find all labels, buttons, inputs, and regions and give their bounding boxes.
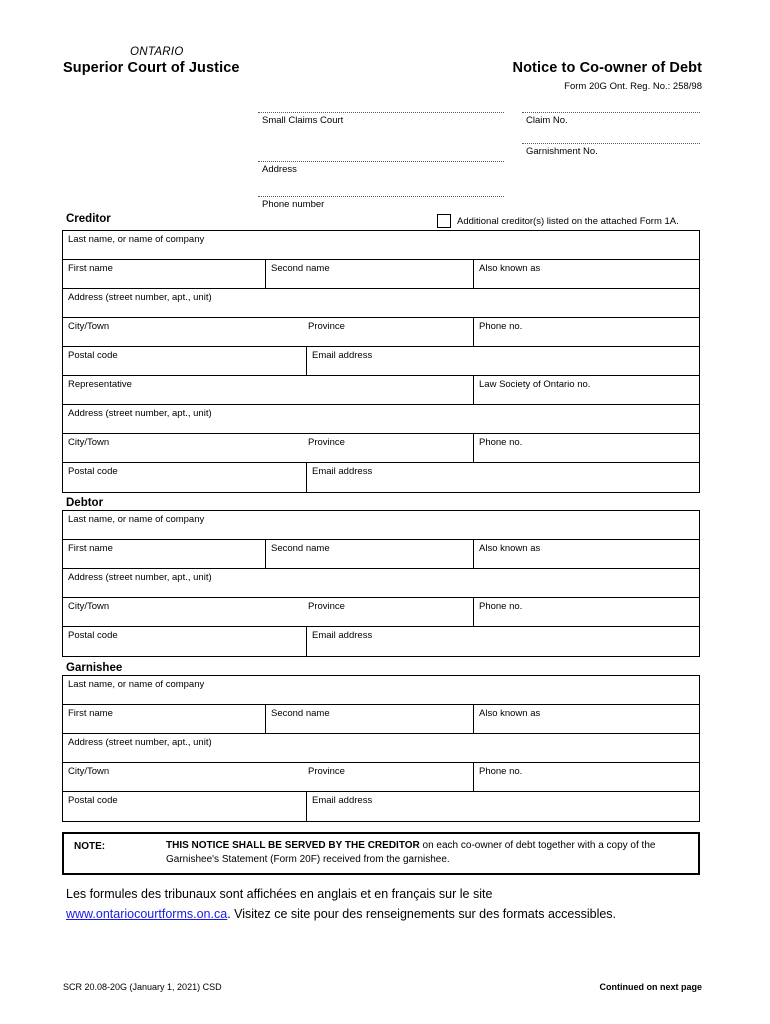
garnishment-no-label: Garnishment No.	[526, 146, 598, 157]
additional-creditors-checkbox[interactable]	[437, 214, 451, 228]
field-law-society-of-ontario-no[interactable]: Law Society of Ontario no.	[473, 376, 701, 404]
additional-creditors-label: Additional creditor(s) listed on the attached Form 1A.	[457, 216, 679, 227]
field-city-town[interactable]: City/Town	[68, 601, 110, 612]
table-row	[63, 405, 699, 434]
field-province[interactable]: Province	[308, 601, 345, 612]
table-row	[63, 260, 699, 289]
field-representative[interactable]: Representative	[68, 379, 132, 390]
address-line	[258, 161, 504, 162]
field-first-name[interactable]: First name	[68, 708, 113, 719]
section-heading-creditor: Creditor	[66, 213, 111, 225]
garnishment-no-line	[522, 143, 700, 144]
page-title: Notice to Co-owner of Debt	[512, 60, 702, 76]
table-row	[63, 734, 699, 763]
claim-no-line	[522, 112, 700, 113]
field-city-town[interactable]: City/Town	[68, 321, 110, 332]
phone-number-line	[258, 196, 504, 197]
field-first-name[interactable]: First name	[68, 263, 113, 274]
table-row	[63, 569, 699, 598]
note-label: NOTE:	[74, 841, 106, 852]
field-first-name[interactable]: First name	[68, 543, 113, 554]
table-row	[63, 231, 699, 260]
field-email-address[interactable]: Email address	[306, 792, 701, 821]
phone-number-label: Phone number	[262, 199, 325, 210]
field-province[interactable]: Province	[308, 321, 345, 332]
small-claims-court-label: Small Claims Court	[262, 115, 344, 126]
note-text	[166, 839, 690, 867]
table-row	[63, 540, 699, 569]
section-heading-garnishee: Garnishee	[66, 662, 123, 674]
field-last-name-or-name-of-company[interactable]: Last name, or name of company	[68, 679, 205, 690]
table-row	[63, 511, 699, 540]
field-postal-code[interactable]: Postal code	[68, 466, 118, 477]
field-also-known-as[interactable]: Also known as	[473, 260, 701, 288]
section-heading-debtor: Debtor	[66, 497, 104, 509]
field-city-town[interactable]: City/Town	[68, 437, 110, 448]
table-row	[63, 627, 699, 656]
claim-no-label: Claim No.	[526, 115, 568, 126]
table-row	[63, 705, 699, 734]
creditor-table	[62, 230, 700, 493]
field-email-address[interactable]: Email address	[306, 347, 701, 375]
french-notice-line2: . Visitez ce site pour des renseignements sur des formats accessibles.	[227, 907, 617, 921]
note-remainder: on each co-owner of debt together with a copy of the Garnishee's Statement (Form 20F) received from the garnishee.	[166, 840, 656, 865]
field-postal-code[interactable]: Postal code	[68, 350, 118, 361]
table-row	[63, 676, 699, 705]
table-row	[63, 463, 699, 492]
table-row	[63, 289, 699, 318]
note-emphasis: THIS NOTICE SHALL BE SERVED BY THE CREDITOR	[166, 840, 420, 851]
field-phone-no[interactable]: Phone no.	[473, 763, 701, 791]
ontario-court-forms-link[interactable]: www.ontariocourtforms.on.ca	[66, 907, 228, 921]
table-row	[63, 763, 699, 792]
french-notice	[66, 884, 716, 924]
field-city-town[interactable]: City/Town	[68, 766, 110, 777]
table-row	[63, 434, 699, 463]
address-label: Address	[262, 164, 297, 175]
footer-form-code: SCR 20.08-20G (January 1, 2021) CSD	[63, 982, 222, 992]
field-address-street-number-apt-unit[interactable]: Address (street number, apt., unit)	[68, 292, 212, 303]
jurisdiction-label: ONTARIO	[130, 46, 184, 58]
field-phone-no[interactable]: Phone no.	[473, 318, 701, 346]
table-row	[63, 347, 699, 376]
field-province[interactable]: Province	[308, 766, 345, 777]
field-last-name-or-name-of-company[interactable]: Last name, or name of company	[68, 514, 205, 525]
form-number: Form 20G Ont. Reg. No.: 258/98	[564, 81, 702, 92]
field-email-address[interactable]: Email address	[306, 463, 701, 492]
field-phone-no[interactable]: Phone no.	[473, 598, 701, 626]
field-address-street-number-apt-unit[interactable]: Address (street number, apt., unit)	[68, 737, 212, 748]
table-row	[63, 318, 699, 347]
note-box	[62, 832, 700, 875]
french-notice-line1: Les formules des tribunaux sont affichées en anglais et en français sur le site	[66, 887, 493, 901]
field-postal-code[interactable]: Postal code	[68, 795, 118, 806]
field-last-name-or-name-of-company[interactable]: Last name, or name of company	[68, 234, 205, 245]
table-row	[63, 376, 699, 405]
footer-continued: Continued on next page	[599, 982, 702, 992]
field-second-name[interactable]: Second name	[265, 260, 473, 288]
field-second-name[interactable]: Second name	[265, 540, 473, 568]
field-second-name[interactable]: Second name	[265, 705, 473, 733]
field-phone-no[interactable]: Phone no.	[473, 434, 701, 462]
field-postal-code[interactable]: Postal code	[68, 630, 118, 641]
field-also-known-as[interactable]: Also known as	[473, 705, 701, 733]
table-row	[63, 598, 699, 627]
table-row	[63, 792, 699, 821]
field-address-street-number-apt-unit[interactable]: Address (street number, apt., unit)	[68, 408, 212, 419]
field-address-street-number-apt-unit[interactable]: Address (street number, apt., unit)	[68, 572, 212, 583]
small-claims-court-line	[258, 112, 504, 113]
field-email-address[interactable]: Email address	[306, 627, 701, 656]
garnishee-table	[62, 675, 700, 822]
field-also-known-as[interactable]: Also known as	[473, 540, 701, 568]
court-name: Superior Court of Justice	[63, 60, 240, 76]
field-province[interactable]: Province	[308, 437, 345, 448]
debtor-table	[62, 510, 700, 657]
